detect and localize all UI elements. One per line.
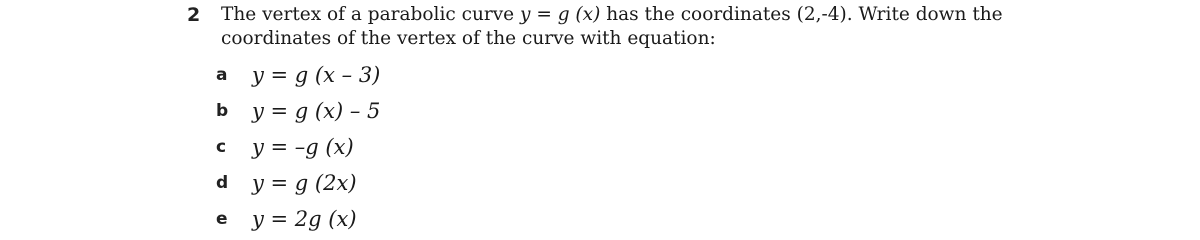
part-equation: y = –g (x) <box>252 135 354 159</box>
part-e <box>216 201 380 237</box>
question-number: 2 <box>187 4 201 26</box>
part-letter: b <box>216 101 229 121</box>
stem-text-prefix: The vertex of a parabolic curve <box>221 4 520 25</box>
part-b <box>216 93 380 129</box>
part-letter: a <box>216 65 228 85</box>
part-equation: y = g (x) – 5 <box>252 99 381 123</box>
part-equation: y = g (x – 3) <box>252 63 381 87</box>
question-stem <box>221 3 1181 51</box>
stem-text-suffix: has the coordinates (2,-4). Write down the <box>600 4 1003 25</box>
parts-list <box>216 57 380 237</box>
part-equation: y = 2g (x) <box>252 207 357 231</box>
part-d <box>216 165 380 201</box>
part-c <box>216 129 380 165</box>
part-equation: y = g (2x) <box>252 171 357 195</box>
stem-math-equation: y = g (x) <box>520 4 601 25</box>
part-a <box>216 57 380 93</box>
part-letter: d <box>216 173 229 193</box>
part-letter: c <box>216 137 227 157</box>
stem-text-line2: coordinates of the vertex of the curve with equation: <box>221 28 716 49</box>
part-letter: e <box>216 209 228 229</box>
